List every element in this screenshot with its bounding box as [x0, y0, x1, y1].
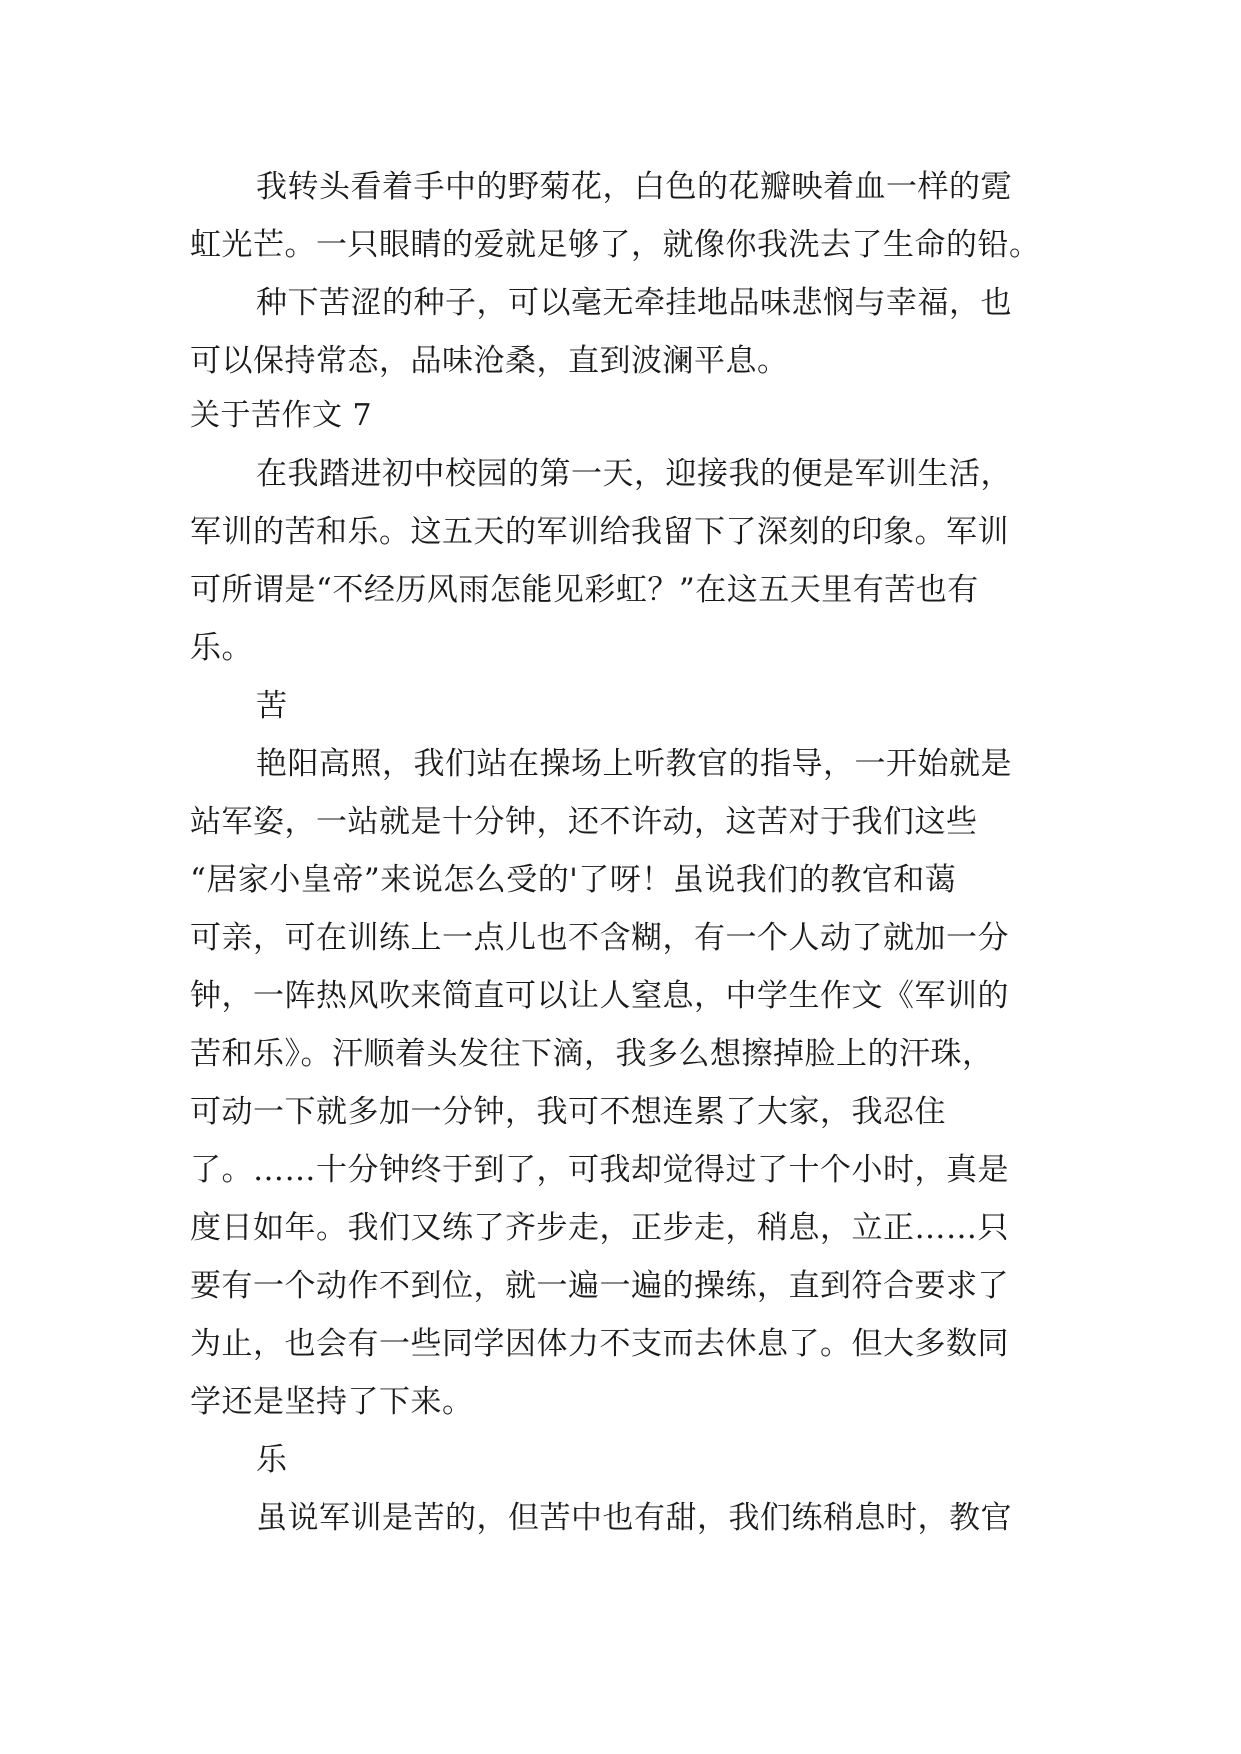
- text-line: 了。……十分钟终于到了，可我却觉得过了十个小时，真是: [190, 1152, 1009, 1188]
- text-line: 学还是坚持了下来。: [190, 1384, 474, 1420]
- text-line: 苦和乐》。汗顺着头发往下滴，我多么想擦掉脸上的汗珠，: [190, 1036, 994, 1072]
- text-line: 为止，也会有一些同学因体力不支而去休息了。但大多数同: [190, 1326, 1009, 1362]
- text-line: 站军姿，一站就是十分钟，还不许动，这苦对于我们这些: [190, 804, 978, 840]
- text-line: 种下苦涩的种子，可以毫无牵挂地品味悲悯与幸福，也: [256, 285, 1012, 321]
- text-line: 虹光芒。一只眼睛的爱就足够了，就像你我洗去了生命的铅。: [190, 227, 1041, 263]
- text-line: 在我踏进初中校园的第一天，迎接我的便是军训生活，: [256, 456, 1012, 492]
- text-line: 可以保持常态，品味沧桑，直到波澜平息。: [190, 343, 789, 379]
- text-line: 可亲，可在训练上一点儿也不含糊，有一个人动了就加一分: [190, 920, 1009, 956]
- text-line: 我转头看着手中的野菊花，白色的花瓣映着血一样的霓: [256, 169, 1012, 205]
- text-line: 乐。: [190, 630, 253, 666]
- text-line: 度日如年。我们又练了齐步走，正步走，稍息，立正……只: [190, 1210, 1009, 1246]
- text-line: 要有一个动作不到位，就一遍一遍的操练，直到符合要求了: [190, 1268, 1009, 1304]
- text-line: 可所谓是“不经历风雨怎能见彩虹？”在这五天里有苦也有: [190, 572, 979, 608]
- text-line: 钟，一阵热风吹来简直可以让人窒息，中学生作文《军训的: [190, 978, 1009, 1014]
- subheading-le: 乐: [256, 1442, 288, 1478]
- text-line: “居家小皇帝”来说怎么受的'了呀！虽说我们的教官和蔼: [190, 862, 957, 898]
- subheading-ku: 苦: [256, 688, 288, 724]
- text-line: 艳阳高照，我们站在操场上听教官的指导，一开始就是: [256, 746, 1012, 782]
- text-line: 虽说军训是苦的，但苦中也有甜，我们练稍息时，教官: [256, 1500, 1012, 1536]
- text-line: 军训的苦和乐。这五天的军训给我留下了深刻的印象。军训: [190, 514, 1009, 550]
- section-heading: 关于苦作文 7: [190, 398, 373, 433]
- text-line: 可动一下就多加一分钟，我可不想连累了大家，我忍住: [190, 1094, 946, 1130]
